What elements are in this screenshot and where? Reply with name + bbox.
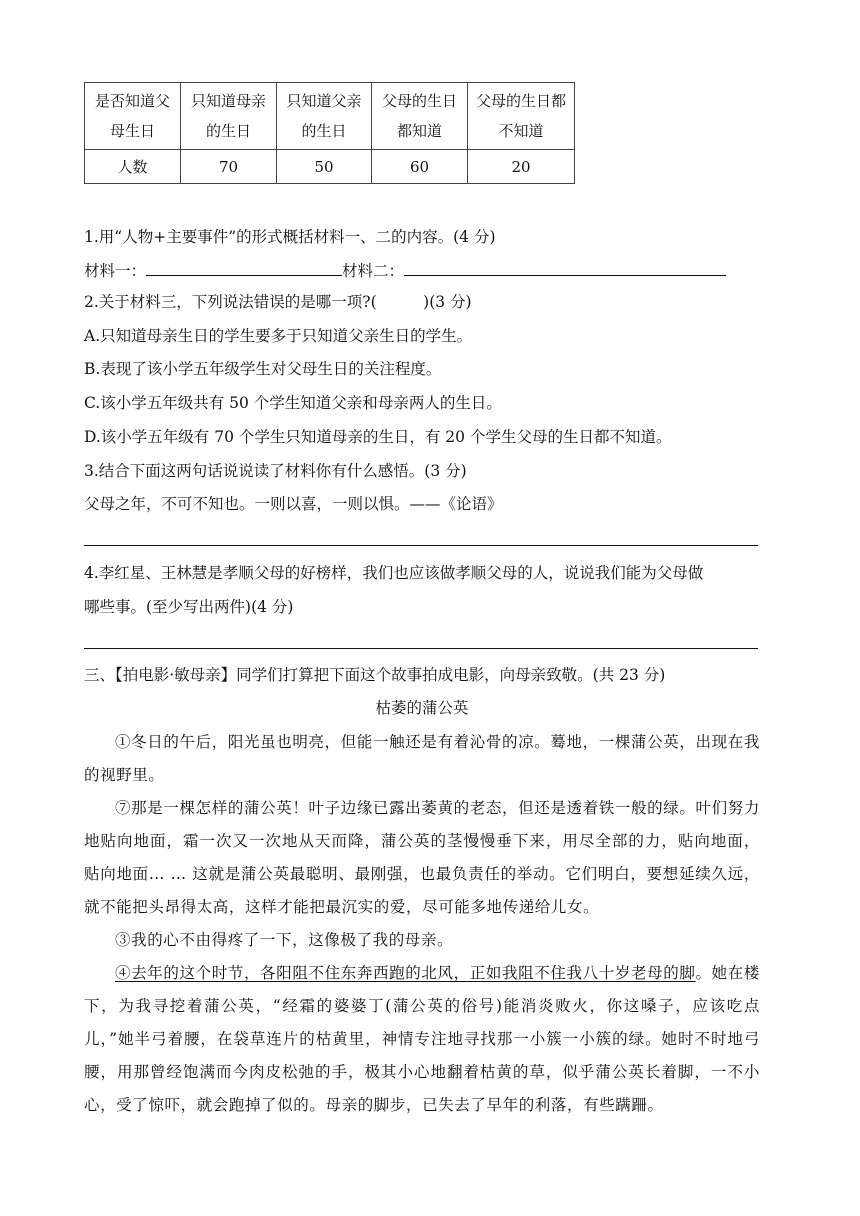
- table-header-row: [85, 83, 575, 150]
- survey-table-container: [84, 82, 575, 184]
- question-1: 1.用“人物+主要事件”的形式概括材料一、二的内容。(4 分): [84, 228, 496, 246]
- option-a: A.只知道母亲生日的学生要多于只知道父亲生日的学生。: [84, 327, 473, 345]
- story-paragraph-3: ③我的心不由得疼了一下，这像极了我的母亲。: [115, 931, 454, 949]
- question-3-quote: 父母之年，不可不知也。一则以喜，一则以惧。——《论语》: [84, 495, 503, 513]
- table-cell: 70: [181, 150, 277, 184]
- table-cell: 人数: [85, 150, 181, 184]
- option-d: D.该小学五年级有 70 个学生只知道母亲的生日，有 20 个学生父母的生日都不知道。: [84, 428, 672, 446]
- table-cell: 20: [468, 150, 575, 184]
- answer-line-3[interactable]: [84, 545, 758, 546]
- answer-label-1: 材料一：: [84, 262, 147, 280]
- table-header-cell: 父母的生日都 不知道: [468, 83, 575, 150]
- answer-line-4[interactable]: [84, 648, 758, 649]
- section-3-heading: 三、【拍电影·敏母亲】同学们打算把下面这个故事拍成电影，向母亲致敬。(共 23 分): [84, 666, 666, 684]
- answer-blank-2[interactable]: [404, 259, 726, 276]
- table-header-cell: 只知道母亲 的生日: [181, 83, 277, 150]
- table-header-cell: 父母的生日 都知道: [372, 83, 468, 150]
- story-paragraph-1: ①冬日的午后，阳光虽也明亮，但能一触还是有着沁骨的凉。蓦地，一棵蒲公英，出现在我的视野里。: [84, 733, 760, 784]
- question-2: 2.关于材料三，下列说法错误的是哪一项?( )(3 分): [84, 293, 472, 311]
- story-paragraph-4-rest: 。她在楼下，为我寻挖着蒲公英，“经霜的婆婆丁(蒲公英的俗号)能消炎败火，你这嗓子，应该吃点儿，”她半弓着腰，在袋草连片的枯黄里，神情专注地寻找那一小簇一小簇的绿。她时不时地弓腰，用那曾经饱满而今肉皮松弛的手，极其小心地翻着枯黄的草，似乎蒲公英长着脚，一不小心，受了惊吓，就会跑掉了似的。母亲的脚步，已失去了早年的利落，有些蹒跚。: [84, 964, 760, 1114]
- table-header-cell: 是否知道父 母生日: [85, 83, 181, 150]
- story-title: 枯萎的蒲公英: [375, 699, 469, 717]
- story-body: [84, 726, 760, 1122]
- underlined-sentence: ④去年的这个时节，各阳阻不住东奔西跑的北风，正如我阻不住我八十岁老母的脚: [115, 964, 696, 982]
- answer-label-2: 材料二：: [342, 262, 405, 280]
- survey-table: [84, 82, 575, 184]
- option-b: B.表现了该小学五年级学生对父母生日的关注程度。: [84, 360, 442, 378]
- story-paragraph-4: [84, 957, 760, 1122]
- table-cell: 60: [372, 150, 468, 184]
- answer-blank-1[interactable]: [146, 259, 342, 276]
- question-3: 3.结合下面这两句话说说读了材料你有什么感悟。(3 分): [84, 462, 467, 480]
- question-1-answer-row: [84, 259, 726, 282]
- story-paragraph-2: ⑦那是一棵怎样的蒲公英！叶子边缘已露出萎黄的老态，但还是透着铁一般的绿。叶们努力地贴向地面，霜一次又一次地从天而降，蒲公英的茎慢慢垂下来，用尽全部的力，贴向地面，贴向地面… … 这就是蒲公英最聪明、最刚强，也最负责任的举动。它们明白，要想延续久远，就不能把头昂得太高，这样才能把最沉实的爱，尽可能多地传递给儿女。: [84, 799, 760, 916]
- table-cell: 50: [277, 150, 372, 184]
- option-c: C.该小学五年级共有 50 个学生知道父亲和母亲两人的生日。: [84, 394, 502, 412]
- question-4-line-2: 哪些事。(至少写出两件)(4 分): [84, 598, 294, 616]
- table-header-cell: 只知道父亲 的生日: [277, 83, 372, 150]
- table-row: [85, 150, 575, 184]
- question-4-line-1: 4.李红星、王林慧是孝顺父母的好榜样，我们也应该做孝顺父母的人，说说我们能为父母做: [84, 564, 704, 582]
